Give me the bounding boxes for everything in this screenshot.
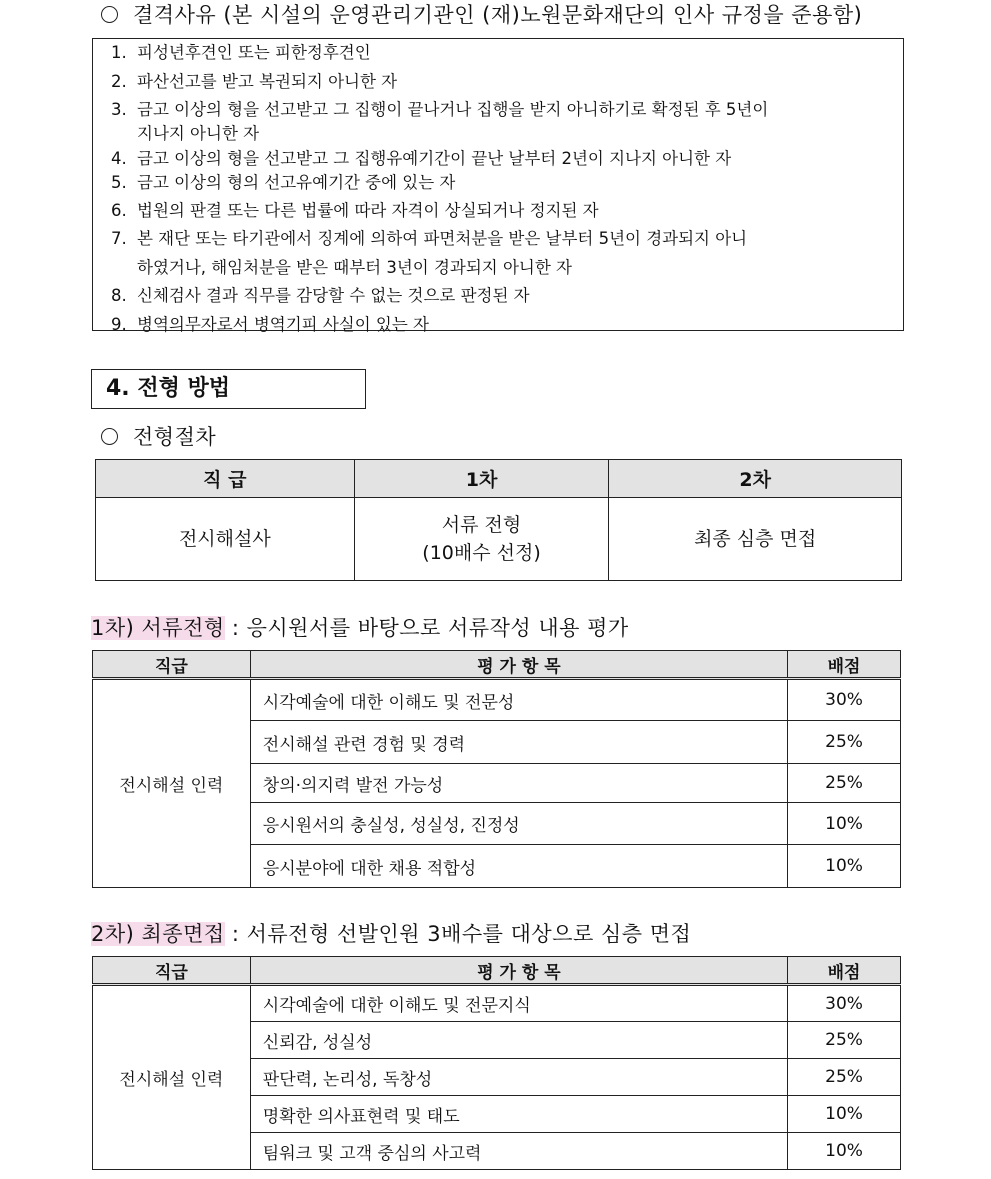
stage2-evaluation-table (92, 956, 901, 1170)
list-item: 4. 금고 이상의 형을 선고받고 그 집행유예기간이 끝난 날부터 2년이 지나지 아니한 자 (111, 149, 732, 168)
item-cell: 판단력, 논리성, 독창성 (250, 1059, 787, 1096)
position-cell: 전시해설 인력 (93, 679, 251, 888)
disqualification-heading (101, 0, 862, 29)
column-header: 배점 (788, 957, 901, 985)
list-item: 5. 금고 이상의 형의 선고유예기간 중에 있는 자 (111, 173, 456, 192)
score-cell: 25% (788, 1022, 901, 1059)
stage2-label: 2차) 최종면접 (91, 922, 225, 946)
stage1-cell: 서류 전형 (10배수 선정) (354, 498, 609, 581)
procedure-title: 전형절차 (133, 425, 217, 449)
score-cell: 30% (788, 679, 901, 721)
column-header: 1차 (354, 460, 609, 498)
list-item: 2. 파산선고를 받고 복권되지 아니한 자 (111, 72, 398, 91)
stage2-cell: 최종 심층 면접 (609, 498, 902, 581)
item-cell: 신뢰감, 성실성 (250, 1022, 787, 1059)
score-cell: 10% (788, 803, 901, 845)
circle-bullet-icon (101, 428, 118, 445)
item-cell: 응시분야에 대한 채용 적합성 (250, 845, 787, 888)
score-cell: 25% (788, 1059, 901, 1096)
table-row (96, 498, 902, 581)
procedure-table (95, 459, 902, 581)
score-cell: 25% (788, 764, 901, 803)
stage1-heading (91, 612, 629, 642)
stage1-label: 1차) 서류전형 (91, 616, 225, 640)
column-header: 평 가 항 목 (250, 957, 787, 985)
item-cell: 시각예술에 대한 이해도 및 전문성 (250, 679, 787, 721)
position-cell: 전시해설사 (96, 498, 355, 581)
score-cell: 10% (788, 1096, 901, 1133)
disqualification-list-box (92, 38, 904, 334)
column-header: 직 급 (96, 460, 355, 498)
section-title: 4. 전형 방법 (91, 369, 366, 409)
stage2-heading (91, 918, 691, 948)
circle-bullet-icon (101, 6, 118, 23)
item-cell: 창의·의지력 발전 가능성 (250, 764, 787, 803)
item-cell: 명확한 의사표현력 및 태도 (250, 1096, 787, 1133)
list-item: 9. 병역의무자로서 병역기피 사실이 있는 자 (111, 315, 429, 334)
stage1-evaluation-table (92, 650, 901, 888)
score-cell: 30% (788, 985, 901, 1022)
column-header: 직급 (93, 957, 251, 985)
column-header: 2차 (609, 460, 902, 498)
procedure-heading (101, 421, 216, 451)
list-item: 1. 피성년후견인 또는 피한정후견인 (111, 43, 371, 62)
table-row (93, 985, 901, 1022)
item-cell: 팀워크 및 고객 중심의 사고력 (250, 1133, 787, 1170)
score-cell: 10% (788, 1133, 901, 1170)
disqualification-title: 결격사유 (본 시설의 운영관리기관인 (재)노원문화재단의 인사 규정을 준용함) (133, 3, 863, 27)
item-cell: 전시해설 관련 경험 및 경력 (250, 721, 787, 764)
item-cell: 응시원서의 충실성, 성실성, 진정성 (250, 803, 787, 845)
column-header: 평 가 항 목 (250, 651, 787, 679)
list-item: 8. 신체검사 결과 직무를 감당할 수 없는 것으로 판정된 자 (111, 286, 530, 305)
score-cell: 10% (788, 845, 901, 888)
table-row (93, 679, 901, 721)
column-header: 배점 (788, 651, 901, 679)
list-item: 6. 법원의 판결 또는 다른 법률에 따라 자격이 상실되거나 정지된 자 (111, 201, 599, 220)
column-header: 직급 (93, 651, 251, 679)
list-item: 3. 금고 이상의 형을 선고받고 그 집행이 끝나거나 집행을 받지 아니하기로 확정된 후 5년이 지나지 아니한 자 (111, 100, 769, 143)
stage1-description: : 응시원서를 바탕으로 서류작성 내용 평가 (224, 616, 629, 640)
stage2-description: : 서류전형 선발인원 3배수를 대상으로 심층 면접 (224, 922, 692, 946)
score-cell: 25% (788, 721, 901, 764)
item-cell: 시각예술에 대한 이해도 및 전문지식 (250, 985, 787, 1022)
list-item: 7. 본 재단 또는 타기관에서 징계에 의하여 파면처분을 받은 날부터 5년이 경과되지 아니 하였거나, 해임처분을 받은 때부터 3년이 경과되지 아니한 자 (111, 229, 748, 277)
position-cell: 전시해설 인력 (93, 985, 251, 1170)
